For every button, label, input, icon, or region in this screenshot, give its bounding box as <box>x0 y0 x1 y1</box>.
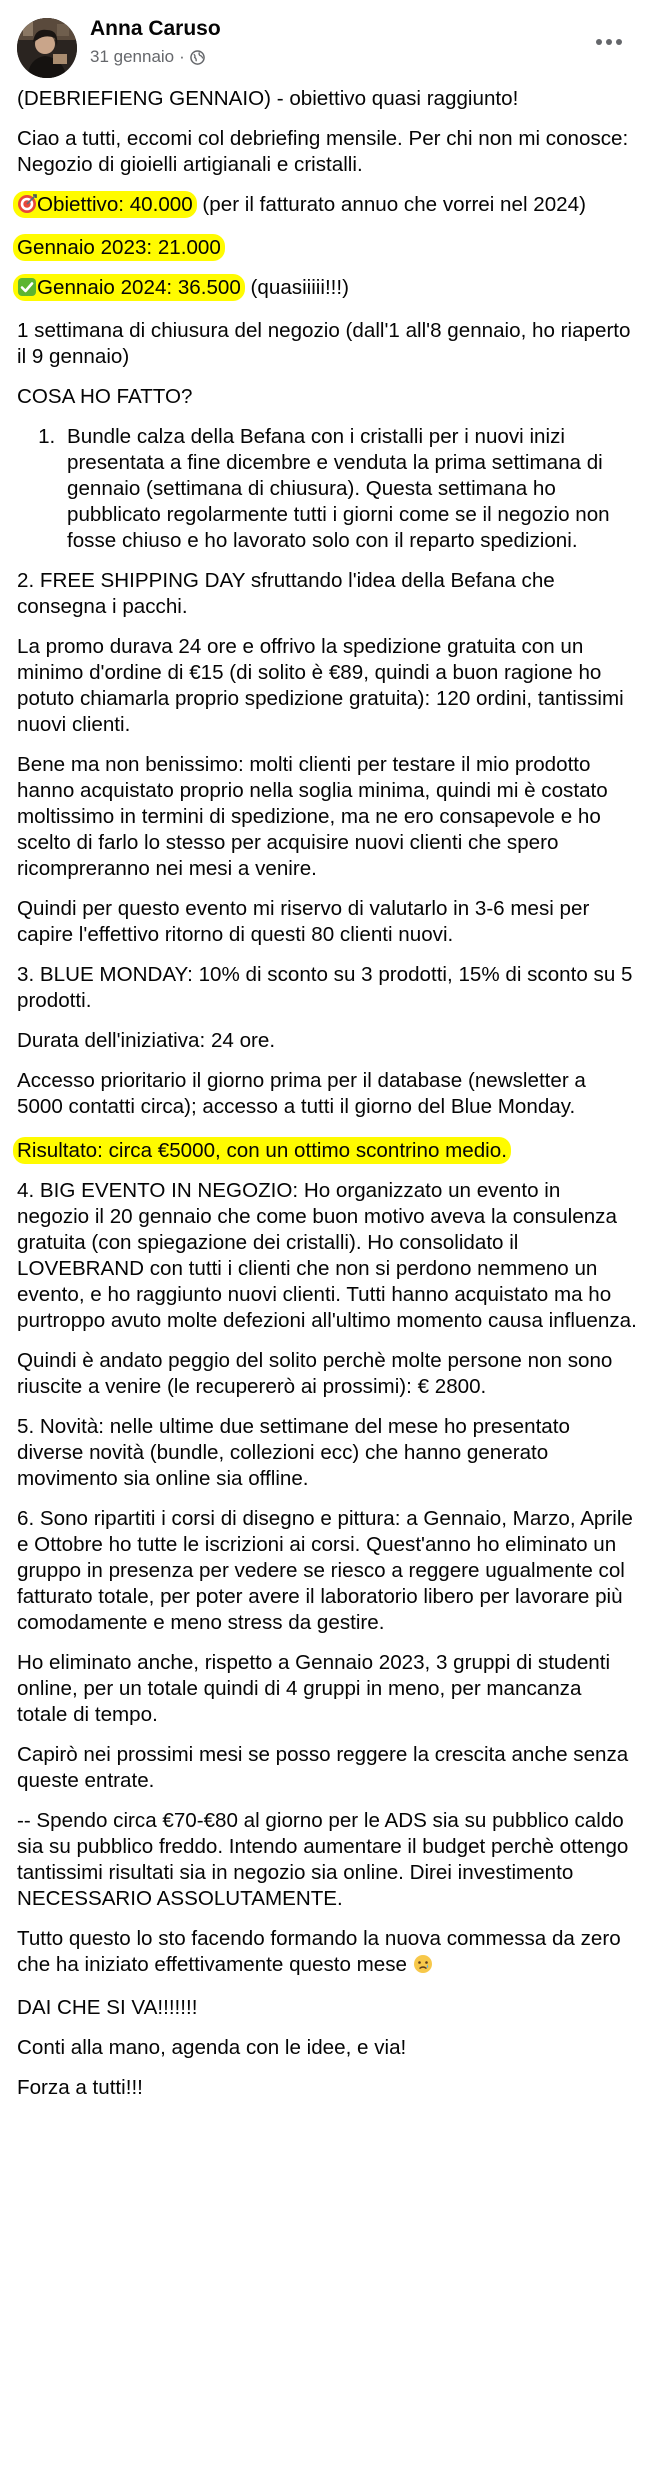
growth-paragraph: Capirò nei prossimi mesi se posso reggere la crescita anche senza queste entrate. <box>17 1743 629 1792</box>
intro-paragraph: Ciao a tutti, eccomi col debriefing mensile. Per chi non mi conosce: Negozio di gioielli artigianali e cristalli. <box>17 127 629 176</box>
novelties-paragraph: 5. Novità: nelle ultime due settimane del mese ho presentato diverse novità (bundle, collezioni ecc) che hanno generato movimento sia online sia offline. <box>17 1415 570 1490</box>
training-paragraph <box>17 1926 637 1981</box>
post-date[interactable]: 31 gennaio <box>90 47 175 66</box>
author-avatar[interactable] <box>17 18 77 78</box>
post-meta <box>90 47 205 67</box>
jan-2024-paragraph <box>17 275 637 304</box>
post-header <box>0 0 649 92</box>
more-options-icon[interactable] <box>589 22 629 62</box>
duration-paragraph: Durata dell'iniziativa: 24 ore. <box>17 1029 276 1052</box>
goal-text: Obiettivo: 40.000 <box>37 193 193 216</box>
free-shipping-paragraph: 2. FREE SHIPPING DAY sfruttando l'idea della Befana che consegna i pacchi. <box>17 569 555 618</box>
avatar-photo <box>17 18 77 78</box>
jan-2023-highlight: Gennaio 2023: 21.000 <box>13 234 225 261</box>
not-great-paragraph: Bene ma non benissimo: molti clienti per testare il mio prodotto hanno acquistato proprio nella soglia minima, quindi mi è costato moltissimo in termini di spedizione, ma ne ero consapevole e ho scelto di farlo lo stesso per acquisire nuovi clienti che spero ricompreranno nei mesi a venire. <box>17 753 608 880</box>
jan-2024-highlight <box>13 274 245 301</box>
direct-hit-icon <box>17 194 37 221</box>
groups-paragraph: Ho eliminato anche, rispetto a Gennaio 2023, 3 gruppi di studenti online, per un totale quindi di 4 gruppi in meno, per mancanza totale di tempo. <box>17 1651 611 1726</box>
jan-2023-paragraph <box>17 235 637 261</box>
author-name[interactable]: Anna Caruso <box>90 17 221 40</box>
event-result-paragraph: Quindi è andato peggio del solito perchè molte persone non sono riuscite a venire (le recupererò ai prossimi): € 2800. <box>17 1349 613 1398</box>
blue-monday-paragraph: 3. BLUE MONDAY: 10% di sconto su 3 prodotti, 15% di sconto su 5 prodotti. <box>17 963 633 1012</box>
sad-tear-icon <box>413 1954 433 1981</box>
result-paragraph <box>17 1138 637 1164</box>
jan-2024-note: (quasiiiii!!!) <box>244 276 349 299</box>
evaluation-paragraph: Quindi per questo evento mi riservo di valutarlo in 3-6 mesi per capire l'effettivo ritorno di questi 80 clienti nuovi. <box>17 897 590 946</box>
goal-note: (per il fatturato annuo che vorrei nel 2024) <box>196 193 586 216</box>
globe-icon[interactable] <box>190 50 205 65</box>
post-body <box>17 86 637 2115</box>
agenda-paragraph: Conti alla mano, agenda con le idee, e via! <box>17 2036 407 2059</box>
goal-highlight <box>13 191 197 218</box>
big-event-paragraph: 4. BIG EVENTO IN NEGOZIO: Ho organizzato un evento in negozio il 20 gennaio che come buon motivo aveva la consulenza gratuita (con spiegazione dei cristalli). Ho consolidato il LOVEBRAND con tutti i clienti che non si perdono nemmeno un evento, e ho raggiunto nuovi clienti. Tutti hanno acquistato ma ho purtroppo avuto molte defezioni all'ultimo momento causa influenza. <box>17 1179 637 1332</box>
actions-list <box>17 424 637 554</box>
promo-paragraph: La promo durava 24 ore e offrivo la spedizione gratuita con un minimo d'ordine di €15 (di solito è €89, quindi a buon ragione ho potuto chiamarla proprio spedizione gratuita): 120 ordini, tantissimi nuovi clienti. <box>17 635 624 736</box>
check-mark-icon <box>17 277 37 304</box>
list-item: 1. Bundle calza della Befana con i cristalli per i nuovi inizi presentata a fine dicembre e venduta la prima settimana di gennaio (settimana di chiusura). Questa settimana ho pubblicato regolarmente tutti i giorni come se il negozio non fosse chiuso e ho lavorato solo con il reparto spedizioni. <box>61 424 637 554</box>
access-paragraph: Accesso prioritario il giorno prima per il database (newsletter a 5000 contatti circa); accesso a tutti il giorno del Blue Monday. <box>17 1069 586 1118</box>
meta-separator: · <box>179 47 185 66</box>
goal-paragraph <box>17 192 637 221</box>
closing-paragraph: Forza a tutti!!! <box>17 2076 143 2099</box>
post-title-line: (DEBRIEFIENG GENNAIO) - obiettivo quasi raggiunto! <box>17 87 519 110</box>
result-highlight: Risultato: circa €5000, con un ottimo scontrino medio. <box>13 1137 511 1164</box>
motivation-paragraph: DAI CHE SI VA!!!!!!! <box>17 1996 198 2019</box>
training-text: Tutto questo lo sto facendo formando la nuova commessa da zero che ha iniziato effettivamente questo mese <box>17 1927 621 1976</box>
ads-paragraph: -- Spendo circa €70-€80 al giorno per le ADS sia su pubblico caldo sia su pubblico freddo. Intendo aumentare il budget perchè ottengo tantissimi risultati sia in negozio sia online. Direi investimento NECESSARIO ASSOLUTAMENTE. <box>17 1809 629 1910</box>
what-i-did-heading: COSA HO FATTO? <box>17 385 193 408</box>
jan-2024-text: Gennaio 2024: 36.500 <box>37 276 241 299</box>
closure-paragraph: 1 settimana di chiusura del negozio (dall'1 all'8 gennaio, ho riaperto il 9 gennaio) <box>17 319 631 368</box>
courses-paragraph: 6. Sono ripartiti i corsi di disegno e pittura: a Gennaio, Marzo, Aprile e Ottobre ho tutte le iscrizioni ai corsi. Quest'anno ho eliminato un gruppo in presenza per vedere se riesco a reggere ugualmente col fatturato totale, per poter avere il laboratorio libero per lavorare più comodamente e meno stress da gestire. <box>17 1507 633 1634</box>
